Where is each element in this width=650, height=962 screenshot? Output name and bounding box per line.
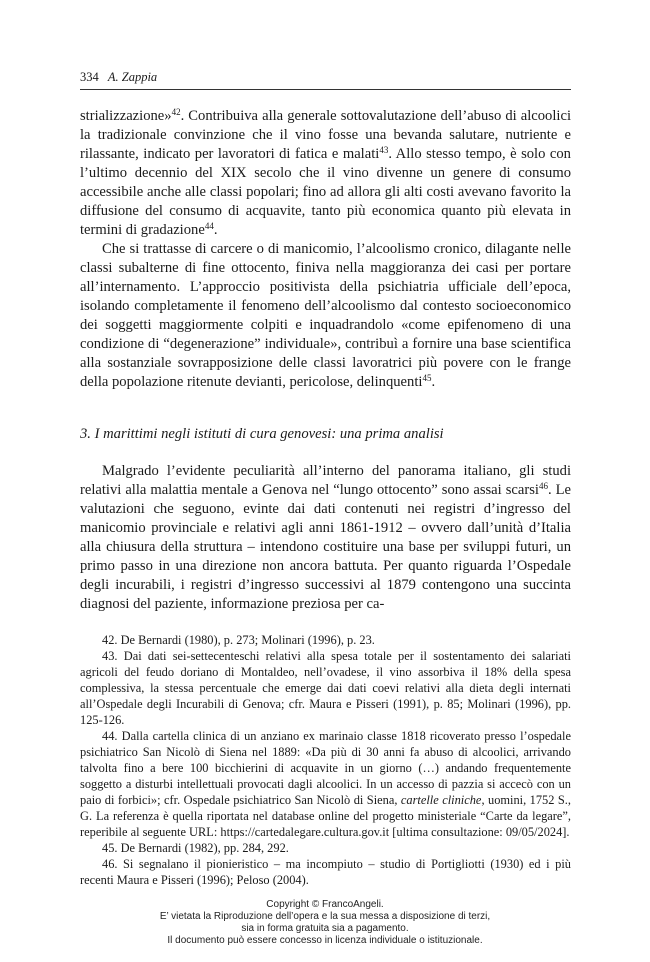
- paragraph-1: [80, 107, 571, 240]
- footnote-ref-45[interactable]: 45: [422, 373, 432, 383]
- section-body: [80, 462, 571, 614]
- copyright-line: sia in forma gratuita sia a pagamento.: [241, 923, 409, 934]
- footnote-42: 42. De Bernardi (1980), p. 273; Molinari (1996), p. 23.: [102, 633, 375, 647]
- copyright-notice: [0, 899, 650, 947]
- copyright-line: E’ vietata la Riproduzione dell’opera e la sua messa a disposizione di terzi,: [159, 911, 491, 922]
- paragraph-2: [80, 240, 571, 392]
- text-run: , uomini, 1752 S., G. La referenza è quella riportata nel database online del progetto ministeriale “Carte da legare”, reperibile al seguente URL: https://cartedalegare.cultura.gov.it [ultima consultazione: 09/05/2024].: [80, 793, 571, 839]
- footnote-44: [80, 728, 571, 840]
- header-rule: [80, 89, 571, 90]
- text-run: .: [431, 374, 436, 390]
- footnote-ref-43[interactable]: 43: [379, 145, 389, 155]
- footnote-46: 46. Si segnalano il pionieristico – ma incompiuto – studio di Portigliotti (1930) ed i più recenti Maura e Pisseri (1996); Peloso (2004).: [80, 857, 571, 887]
- running-author: A. Zappia: [107, 70, 158, 84]
- text-run: . Allo stesso tempo, è solo con l’ultimo decennio del XIX secolo che il vino divenne un genere di consumo accessibile anche alle classi popolari; fino ad allora gli alti costi avevano favorito la diffusione del consumo di acquavite, tanto più economica quanto più elevata in termini di gradazione: [80, 146, 571, 238]
- paragraph-3: [80, 462, 571, 614]
- text-run: Che si trattasse di carcere o di manicomio, l’alcoolismo cronico, dilagante nelle classi subalterne di fine ottocento, finiva nella maggioranza dei casi per portare all’internamento. L’approccio positivista della psichiatria ufficiale dell’epoca, isolando completamente il fenomeno dell’alcoolismo dal contesto socioeconomico dei soggetti maggiormente colpiti e inquadrandolo «come epifenomeno di una condizione di “degenerazione” individuale», contribuì a fornire una base scientifica alla sostanziale sovrapposizione delle classi lavoratrici più povere con le frange della popolazione ritenute devianti, pericolose, delinquenti: [80, 241, 571, 390]
- copyright-line: Il documento può essere concesso in licenza individuale o istituzionale.: [167, 935, 483, 946]
- text-run: 44. Dalla cartella clinica di un anziano ex marinaio classe 1818 ricoverato presso l’ospedale psichiatrico San Nicolò di Siena nel 1889: «Da più di 30 anni fa abuso di alcoolici, arrivando talvolta fino a bere 100 bicchierini di acquavite in un giorno (…) andando frequentemente soggetto a disturbi intellettuali provocati dagli alcoolici. In un accesso di pazzia si accecò con un paio di forbici»; cfr. Ospedale psichiatrico San Nicolò di Siena,: [80, 729, 571, 807]
- text-run: Malgrado l’evidente peculiarità all’interno del panorama italiano, gli studi relativi alla malattia mentale a Genova nel “lungo ottocento” sono assai scarsi: [80, 463, 571, 498]
- page-number: 334: [80, 70, 99, 84]
- section-title: 3. I marittimi negli istituti di cura genovesi: una prima analisi: [80, 426, 444, 442]
- copyright-line: Copyright © FrancoAngeli.: [266, 899, 384, 910]
- text-run: .: [213, 222, 218, 238]
- footnote-ref-46[interactable]: 46: [538, 481, 548, 491]
- text-run: strializzazione»: [80, 108, 172, 124]
- text-run: . Contribuiva alla generale sottovalutazione dell’abuso di alcoolici la tradizionale convinzione che il vino fosse una bevanda salutare, nutriente e rilassante, indicato per lavoratori di fatica e malati: [80, 108, 571, 162]
- body-text: [80, 107, 571, 392]
- italic-title: cartelle cliniche: [400, 793, 482, 807]
- text-run: . Le valutazioni che seguono, evinte dai dati contenuti nei registri d’ingresso del manicomio provinciale e relativi agli anni 1861-1912 – ovvero dall’unità d’Italia alla chiusura della struttura – intendono costituire una base per sviluppi futuri, un primo passo in una direzione non ancora battuta. Per quanto riguarda l’Ospedale degli incurabili, i registri d’ingresso successivi al 1879 contengono una succinta diagnosi del paziente, informazione preziosa per ca-: [80, 482, 571, 612]
- footnote-ref-42[interactable]: 42: [171, 107, 181, 117]
- running-header: [80, 70, 571, 85]
- footnote-43: 43. Dai dati sei-settecenteschi relativi alla spesa totale per il sostentamento dei salariati agricoli del feudo doriano di Montaldeo, nell’ovadese, il vino assorbiva il 18% della spesa complessiva, la stessa percentuale che emerge dai dati coevi relativi alla dieta degli internati all’Ospedale degli Incurabili di Genova; cfr. Maura e Pisseri (1991), p. 85; Molinari (1996), pp. 125-126.: [80, 649, 571, 727]
- footnote-ref-44[interactable]: 44: [204, 221, 214, 231]
- footnotes: [80, 632, 571, 888]
- footnote-45: 45. De Bernardi (1982), pp. 284, 292.: [102, 841, 289, 855]
